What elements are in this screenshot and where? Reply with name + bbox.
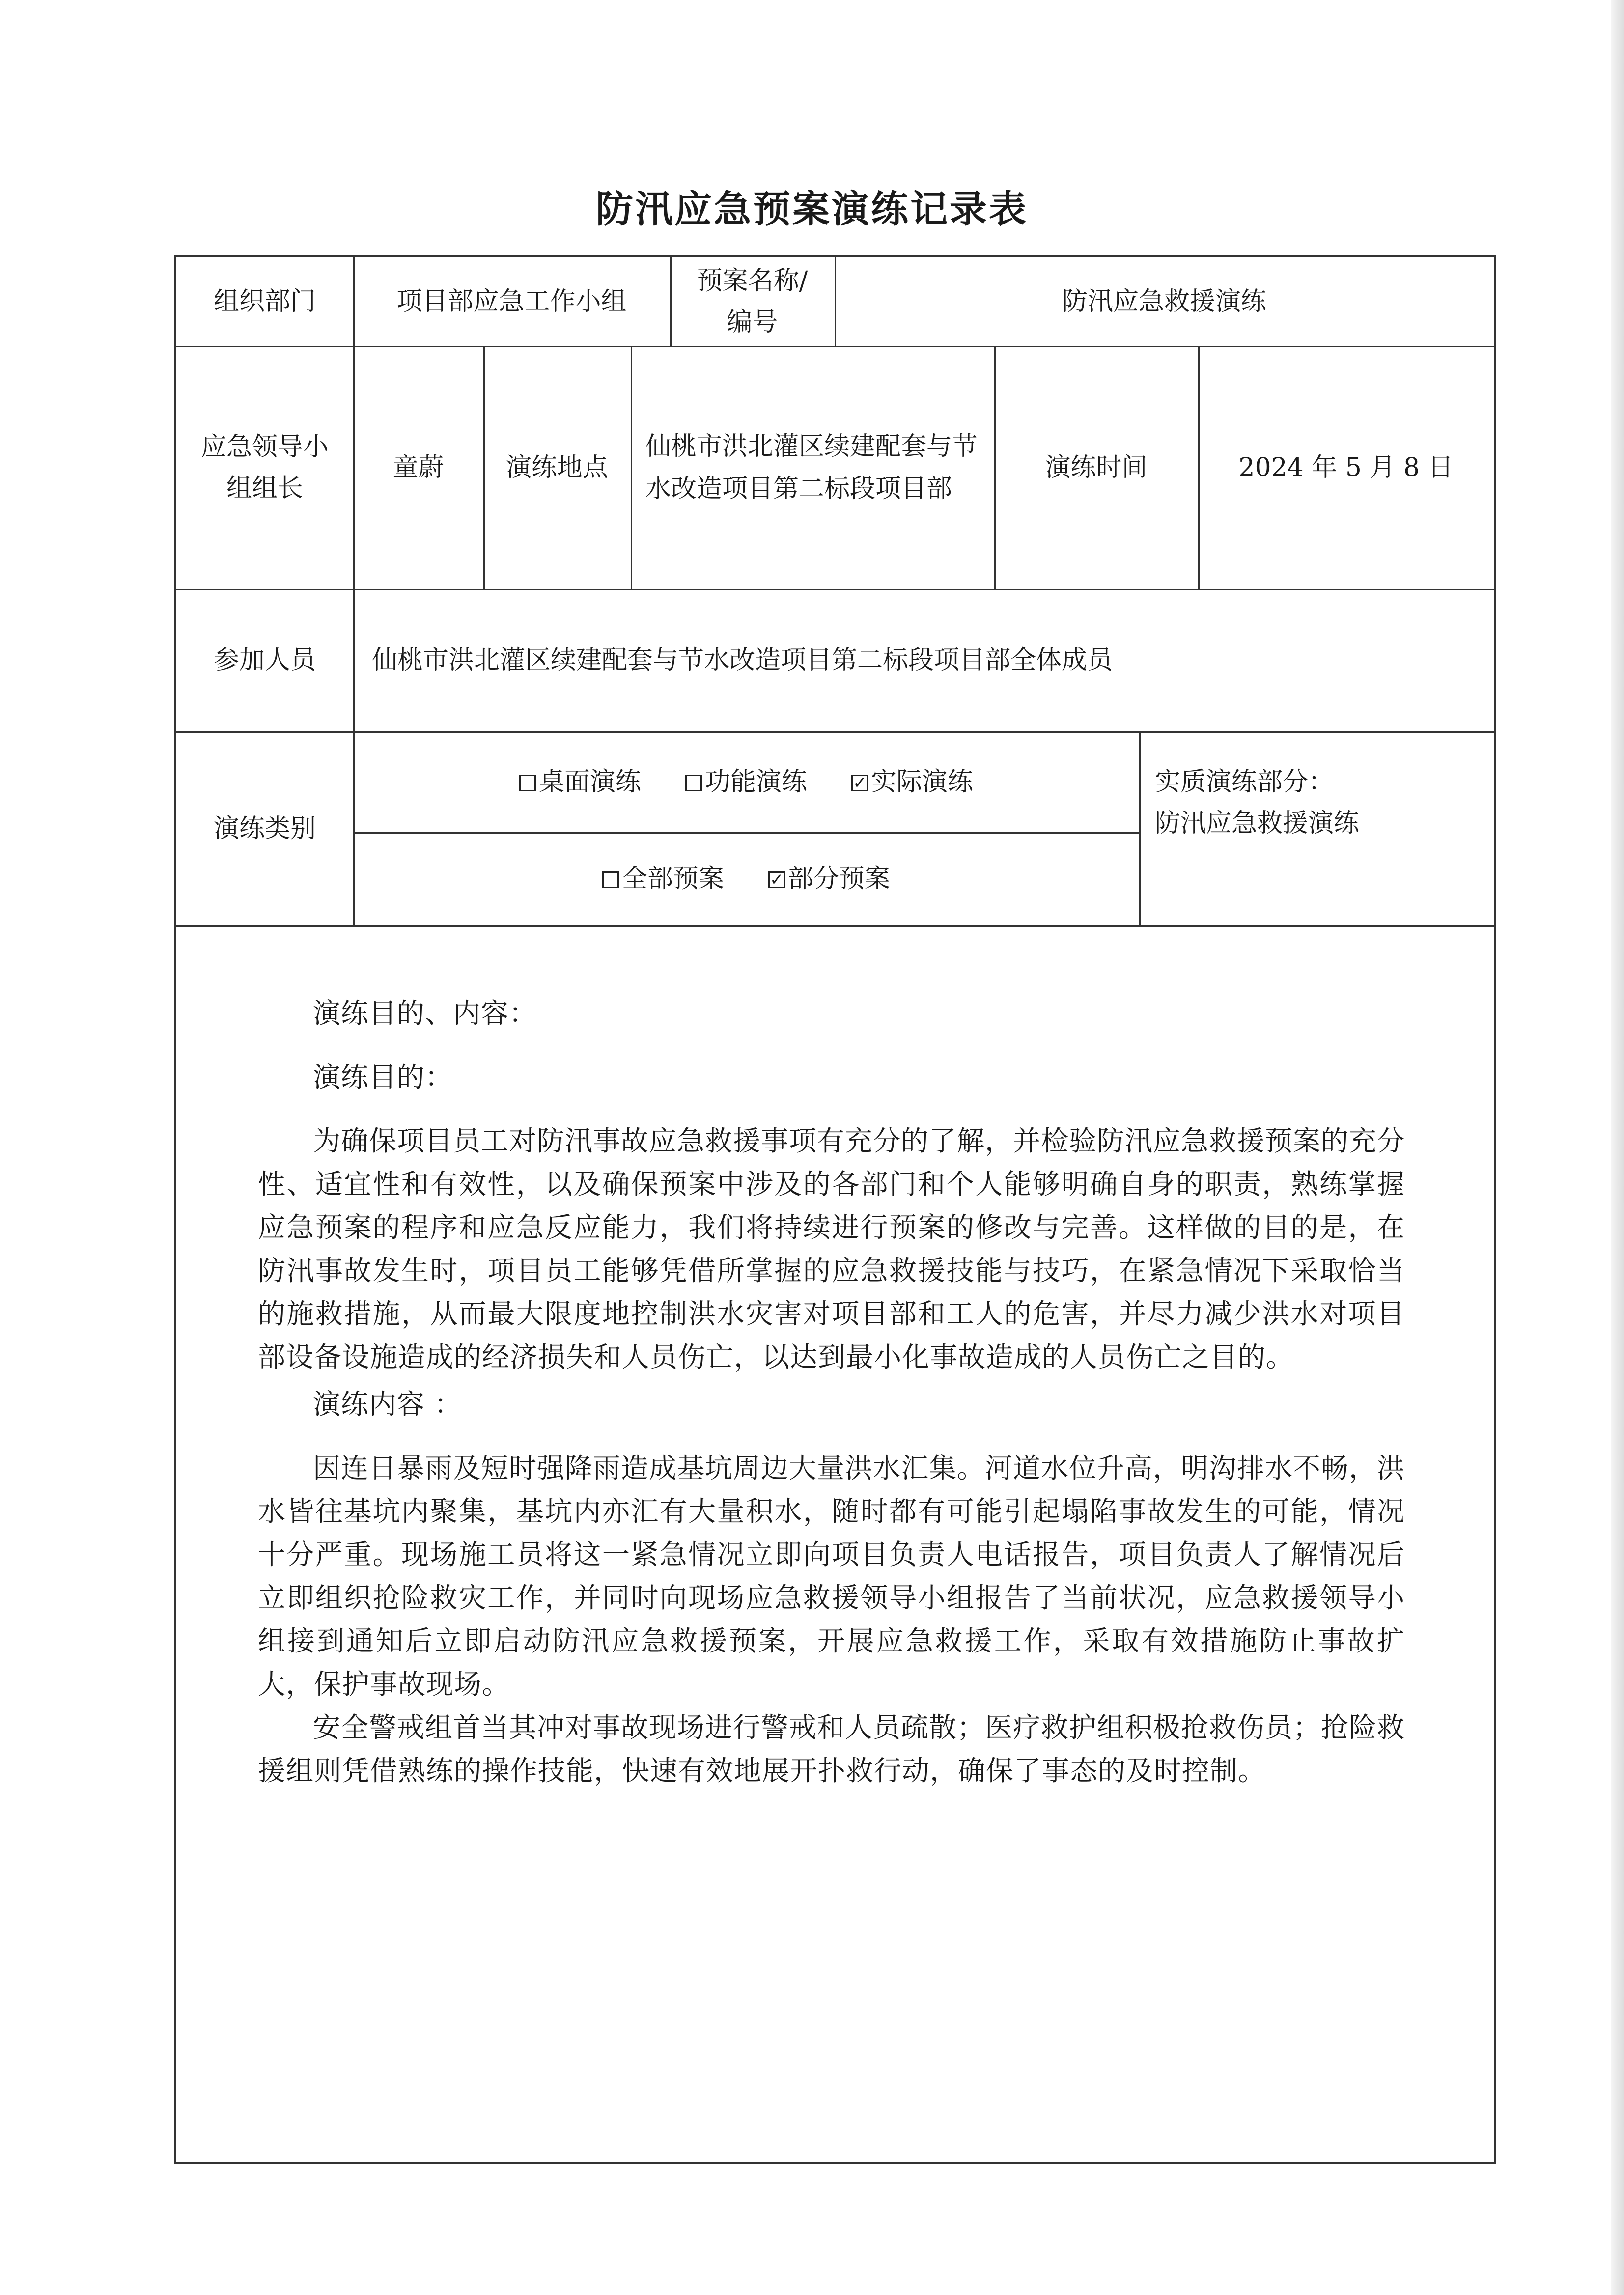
- type-options-bottom: [353, 832, 1139, 925]
- content-subheading: 演练内容 ：: [313, 1389, 462, 1421]
- option-label: 实际演练: [871, 767, 974, 797]
- checkbox-unchecked-icon: [602, 871, 619, 888]
- checkbox-unchecked-icon: [519, 775, 536, 791]
- participants-label: 参加人员: [213, 645, 316, 675]
- time-value: 2024 年 5 月 8 日: [1238, 452, 1454, 482]
- leader-label: 应急领导小组组长: [200, 432, 329, 503]
- substance-part: [1139, 731, 1494, 874]
- option-label: 全部预案: [621, 864, 724, 894]
- plan-value: 防汛应急救援演练: [1062, 287, 1266, 316]
- type-label: 演练类别: [213, 813, 316, 843]
- org-label: 组织部门: [213, 287, 316, 316]
- row-divider: [176, 925, 1494, 927]
- option-actual-drill: [851, 761, 973, 803]
- org-value: 项目部应急工作小组: [396, 287, 627, 316]
- leader-value: 童蔚: [392, 452, 444, 482]
- place-value: 仙桃市洪北灌区续建配套与节水改造项目第二标段项目部: [645, 431, 978, 504]
- content-text-2: 安全警戒组首当其冲对事故现场进行警戒和人员疏散；医疗救护组积极抢救伤员；抢险救援组则凭借熟练的操作技能，快速有效地展开扑救行动，确保了事态的及时控制。: [258, 1712, 1405, 1787]
- option-function-drill: [685, 761, 807, 803]
- option-partial-plan: [768, 858, 890, 899]
- option-label: 桌面演练: [538, 767, 641, 797]
- checkbox-checked-icon: ✓: [851, 775, 868, 791]
- substance-label: 实质演练部分：: [1155, 767, 1334, 797]
- purpose-heading: 演练目的：: [313, 1062, 453, 1093]
- scan-edge: [1611, 0, 1624, 2295]
- content-text-1: 因连日暴雨及短时强降雨造成基坑周边大量洪水汇集。河道水位升高，明沟排水不畅，洪水皆往基坑内聚集，基坑内亦汇有大量积水，随时都有可能引起塌陷事故发生的可能，情况十分严重。现场施工员将这一紧急情况立即向项目负责人电话报告，项目负责人了解情况后立即组织抢险救灾工作，并同时向现场应急救援领导小组报告了当前状况，应急救援领导小组接到通知后立即启动防汛应急救援预案，开展应急救援工作，采取有效措施防止事故扩大，保护事故现场。: [258, 1453, 1405, 1701]
- option-desktop-drill: [519, 761, 641, 803]
- page-title: 防汛应急预案演练记录表: [596, 187, 1028, 231]
- purpose-text: 为确保项目员工对防汛事故应急救援事项有充分的了解，并检验防汛应急救援预案的充分性、适宜性和有效性，以及确保预案中涉及的各部门和个人能够明确自身的职责，熟练掌握应急预案的程序和应急反应能力，我们将持续进行预案的修改与完善。这样做的目的是，在防汛事故发生时，项目员工能够凭借所掌握的应急救援技能与技巧，在紧急情况下采取恰当的施救措施，从而最大限度地控制洪水灾害对项目部和工人的危害，并尽力减少洪水对项目部设备设施造成的经济损失和人员伤亡，以达到最小化事故造成的人员伤亡之目的。: [258, 1125, 1405, 1373]
- option-full-plan: [602, 858, 724, 899]
- type-options-top: [353, 731, 1139, 832]
- place-label: 演练地点: [505, 452, 608, 482]
- option-label: 部分预案: [788, 864, 891, 894]
- plan-label: 预案名称/编号: [697, 266, 808, 337]
- participants-value: 仙桃市洪北灌区续建配套与节水改造项目第二标段项目部全体成员: [372, 645, 1113, 675]
- content-heading: 演练目的、内容：: [313, 998, 537, 1030]
- time-label: 演练时间: [1045, 452, 1148, 482]
- checkbox-checked-icon: ✓: [768, 871, 785, 888]
- checkbox-unchecked-icon: [685, 775, 702, 791]
- substance-value: 防汛应急救援演练: [1155, 809, 1360, 838]
- option-label: 功能演练: [704, 767, 807, 797]
- drill-content-text: [258, 992, 1405, 1793]
